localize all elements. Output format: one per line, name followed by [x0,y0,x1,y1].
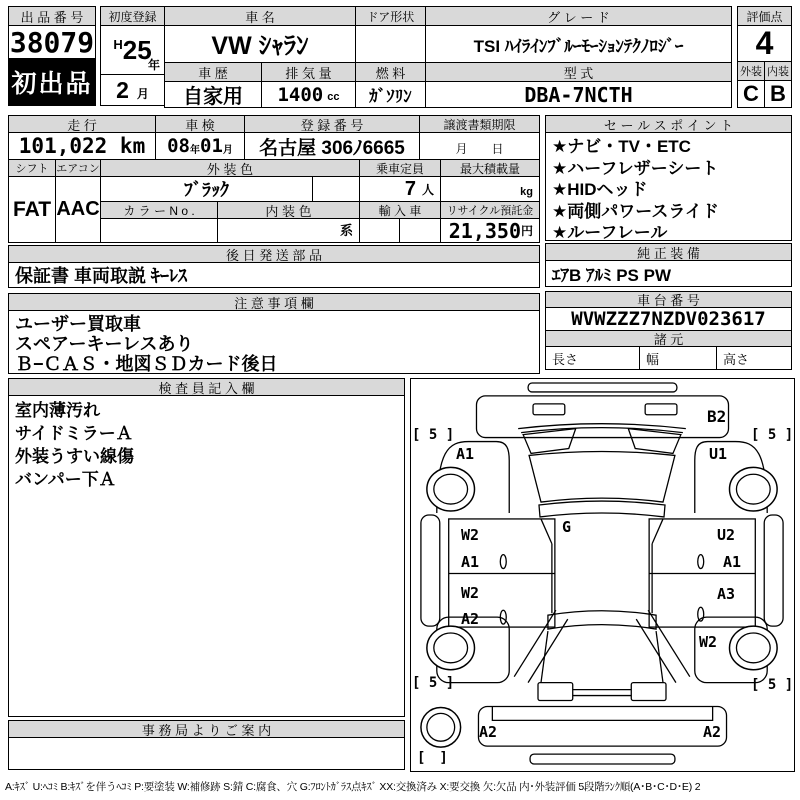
ext-color-sub-cell [312,176,360,202]
tire-depth-rear-right: [ 5 ] [751,677,794,693]
transfer-value: 月 日 [419,132,540,160]
transfer-header: 譲渡書類期限 [419,115,540,133]
capacity-unit: 人 [421,183,434,197]
mileage-value: 101,022 km [8,132,156,160]
import-header: 輸 入 車 [359,201,441,219]
shift-value: FAT [8,176,56,243]
damage-code-right-front-door-1: U2 [717,526,736,544]
tire-depth-front-left: [ 5 ] [412,427,455,443]
inspection-year-suffix: 年 [190,145,200,156]
interior-grade-value: B [764,80,792,108]
inspection-month: 01 [200,135,223,157]
reg-no-value: 名古屋 306ﾉ6665 [244,132,420,160]
damage-code-rear-left: A2 [479,723,498,741]
chassis-header: 車 台 番 号 [545,291,792,308]
door-shape-header: ドア形状 [355,6,426,26]
damage-code-windshield: G [562,518,572,536]
exterior-grade-header: 外装 [737,61,765,81]
equipment-header: 純 正 装 備 [545,243,792,261]
sales-point-item: ★ルーフレール [552,223,668,242]
import-value-a [359,218,400,243]
office-content [8,737,405,770]
recycle-unit: 円 [520,224,533,238]
damage-code-front-right-fender: U1 [709,445,728,463]
import-value-b [399,218,441,243]
exterior-grade-value: C [737,80,765,108]
inspector-list [8,395,405,717]
recycle-fee: 21,350 [448,218,521,243]
mileage-header: 走 行 [8,115,156,133]
capacity-value [359,176,441,202]
auction-no-header: 出 品 番 号 [8,6,96,26]
car-outline-drawing [411,379,793,770]
month-suffix: 月 [136,87,149,101]
note-line: Ｂ−ＣＡＳ・地図ＳＤカード後日 [15,354,278,374]
sales-point-item: ★両側パワースライド [552,201,719,221]
grade-header: グ レ ー ド [425,6,732,26]
car-damage-diagram [410,378,795,772]
damage-code-left-rear-door-2: A2 [461,610,480,628]
capacity-number: 7 [404,177,416,200]
damage-code-left-front-door-2: A1 [461,553,480,571]
door-shape-value [355,25,426,63]
damage-code-rear-right: A2 [703,723,722,741]
ext-color-value: ﾌﾞﾗｯｸ [100,176,313,202]
year-suffix: 年 [147,58,160,72]
sales-point-item: ★ナビ・TV・ETC [552,137,691,156]
car-name-value: VW ｼｬﾗﾝ [164,25,356,63]
later-parts-header: 後 日 発 送 部 品 [8,245,540,263]
fuel-header: 燃 料 [355,62,426,82]
displacement-value [261,81,356,108]
damage-code-left-front-door-1: W2 [461,526,480,544]
inspection-header: 車 検 [155,115,245,133]
damage-code-right-front-door-2: A1 [723,553,742,571]
later-parts-value: 保証書 車両取説 ｷｰﾚｽ [8,262,540,288]
interior-grade-header: 内装 [764,61,792,81]
model-code-header: 型 式 [425,62,732,82]
damage-code-legend: A:ｷｽﾞ U:ﾍｺﾐ B:ｷｽﾞを伴うﾍｺﾐ P:要塗装 W:補修跡 S:錆 C:腐食、穴 G:ﾌﾛﾝﾄｶﾞﾗｽ点ｷｽﾞ XX:交換済み X:要交換 欠:欠品 内･外装評価 5段階ﾗﾝｸ順(A･B･C･D･E) 2 [5,781,701,793]
chassis-vin: WVWZZZ7NZDV023617 [545,307,792,331]
spec-width: 幅 [639,346,717,370]
sales-points-header: セ ー ル ス ポ イ ン ト [545,115,792,133]
inspector-line: 外装うすい線傷 [15,447,134,466]
recycle-header: リサイクル預託金 [440,201,540,219]
inspection-month-suffix: 月 [222,145,233,156]
recycle-value [440,218,540,243]
aircon-header: エアコン [55,159,101,177]
sales-point-item: ★ハーフレザーシート [552,158,719,178]
specs-header: 諸 元 [545,330,792,347]
shift-header: シフト [8,159,56,177]
score-value: 4 [737,25,792,62]
spec-length: 長さ [545,346,640,370]
int-color-header: 内 装 色 [217,201,360,219]
score-header: 評価点 [737,6,792,26]
office-header: 事 務 局 よ り ご 案 内 [8,720,405,738]
displacement-header: 排 気 量 [261,62,356,82]
inspector-line: 室内薄汚れ [15,401,100,420]
max-load-value: kg [440,176,540,202]
model-code-value: DBA-7NCTH [425,81,732,108]
spec-height: 高さ [716,346,792,370]
note-line: スペアーキーレスあり [15,334,194,354]
tire-depth-front-right: [ 5 ] [751,427,794,443]
max-load-header: 最大積載量 [440,159,540,177]
damage-code-right-rear-door: A3 [717,585,736,603]
color-no-value [100,218,218,243]
displacement-number: 1400 [277,83,324,106]
car-name-header: 車 名 [164,6,356,26]
sales-points-list [545,132,792,241]
color-no-header: カ ラ ー N o . [100,201,218,219]
sales-point-item: ★HIDヘッド [552,180,648,199]
ext-color-header: 外 装 色 [100,159,360,177]
damage-code-left-rear-door-1: W2 [461,584,480,602]
notes-list [8,310,540,374]
reg-month: 2 [116,76,129,103]
inspector-line: サイドミラーＡ [15,424,133,443]
inspector-line: バンパー下Ａ [15,470,116,489]
grade-value: TSI ﾊｲﾗｲﾝﾌﾞﾙｰﾓｰｼｮﾝﾃｸﾉﾛｼﾞｰ [425,25,732,63]
tire-depth-rear-left: [ 5 ] [412,675,455,691]
damage-code-rear-gate: B2 [707,407,727,426]
damage-code-right-quarter: W2 [699,633,718,651]
inspector-header: 検 査 員 記 入 欄 [8,378,405,396]
first-reg-header: 初度登録 [100,6,165,26]
fuel-value: ｶﾞｿﾘﾝ [355,81,426,108]
equipment-value: ｴｱB ｱﾙﾐ PS PW [545,260,792,287]
inspection-value [155,132,245,160]
first-listing-badge: 初出品 [8,58,96,106]
reg-year: 25 [122,34,152,65]
displacement-unit: cc [327,91,340,103]
era-mark: H [113,36,123,52]
first-reg-month-cell [100,74,165,106]
capacity-header: 乗車定員 [359,159,441,177]
aircon-value: AAC [55,176,101,243]
auction-no-value: 38079 [9,25,95,59]
reg-no-header: 登 録 番 号 [244,115,420,133]
history-value: 自家用 [164,81,262,108]
inspection-year: 08 [167,135,190,157]
int-color-value: 系 [217,218,360,243]
damage-code-front-left-fender: A1 [456,445,475,463]
spare-tire-bracket: [ ] [417,750,448,766]
notes-header: 注 意 事 項 欄 [8,293,540,311]
note-line: ユーザー買取車 [15,314,141,334]
history-header: 車 歴 [164,62,262,82]
first-reg-year-cell [100,25,165,75]
